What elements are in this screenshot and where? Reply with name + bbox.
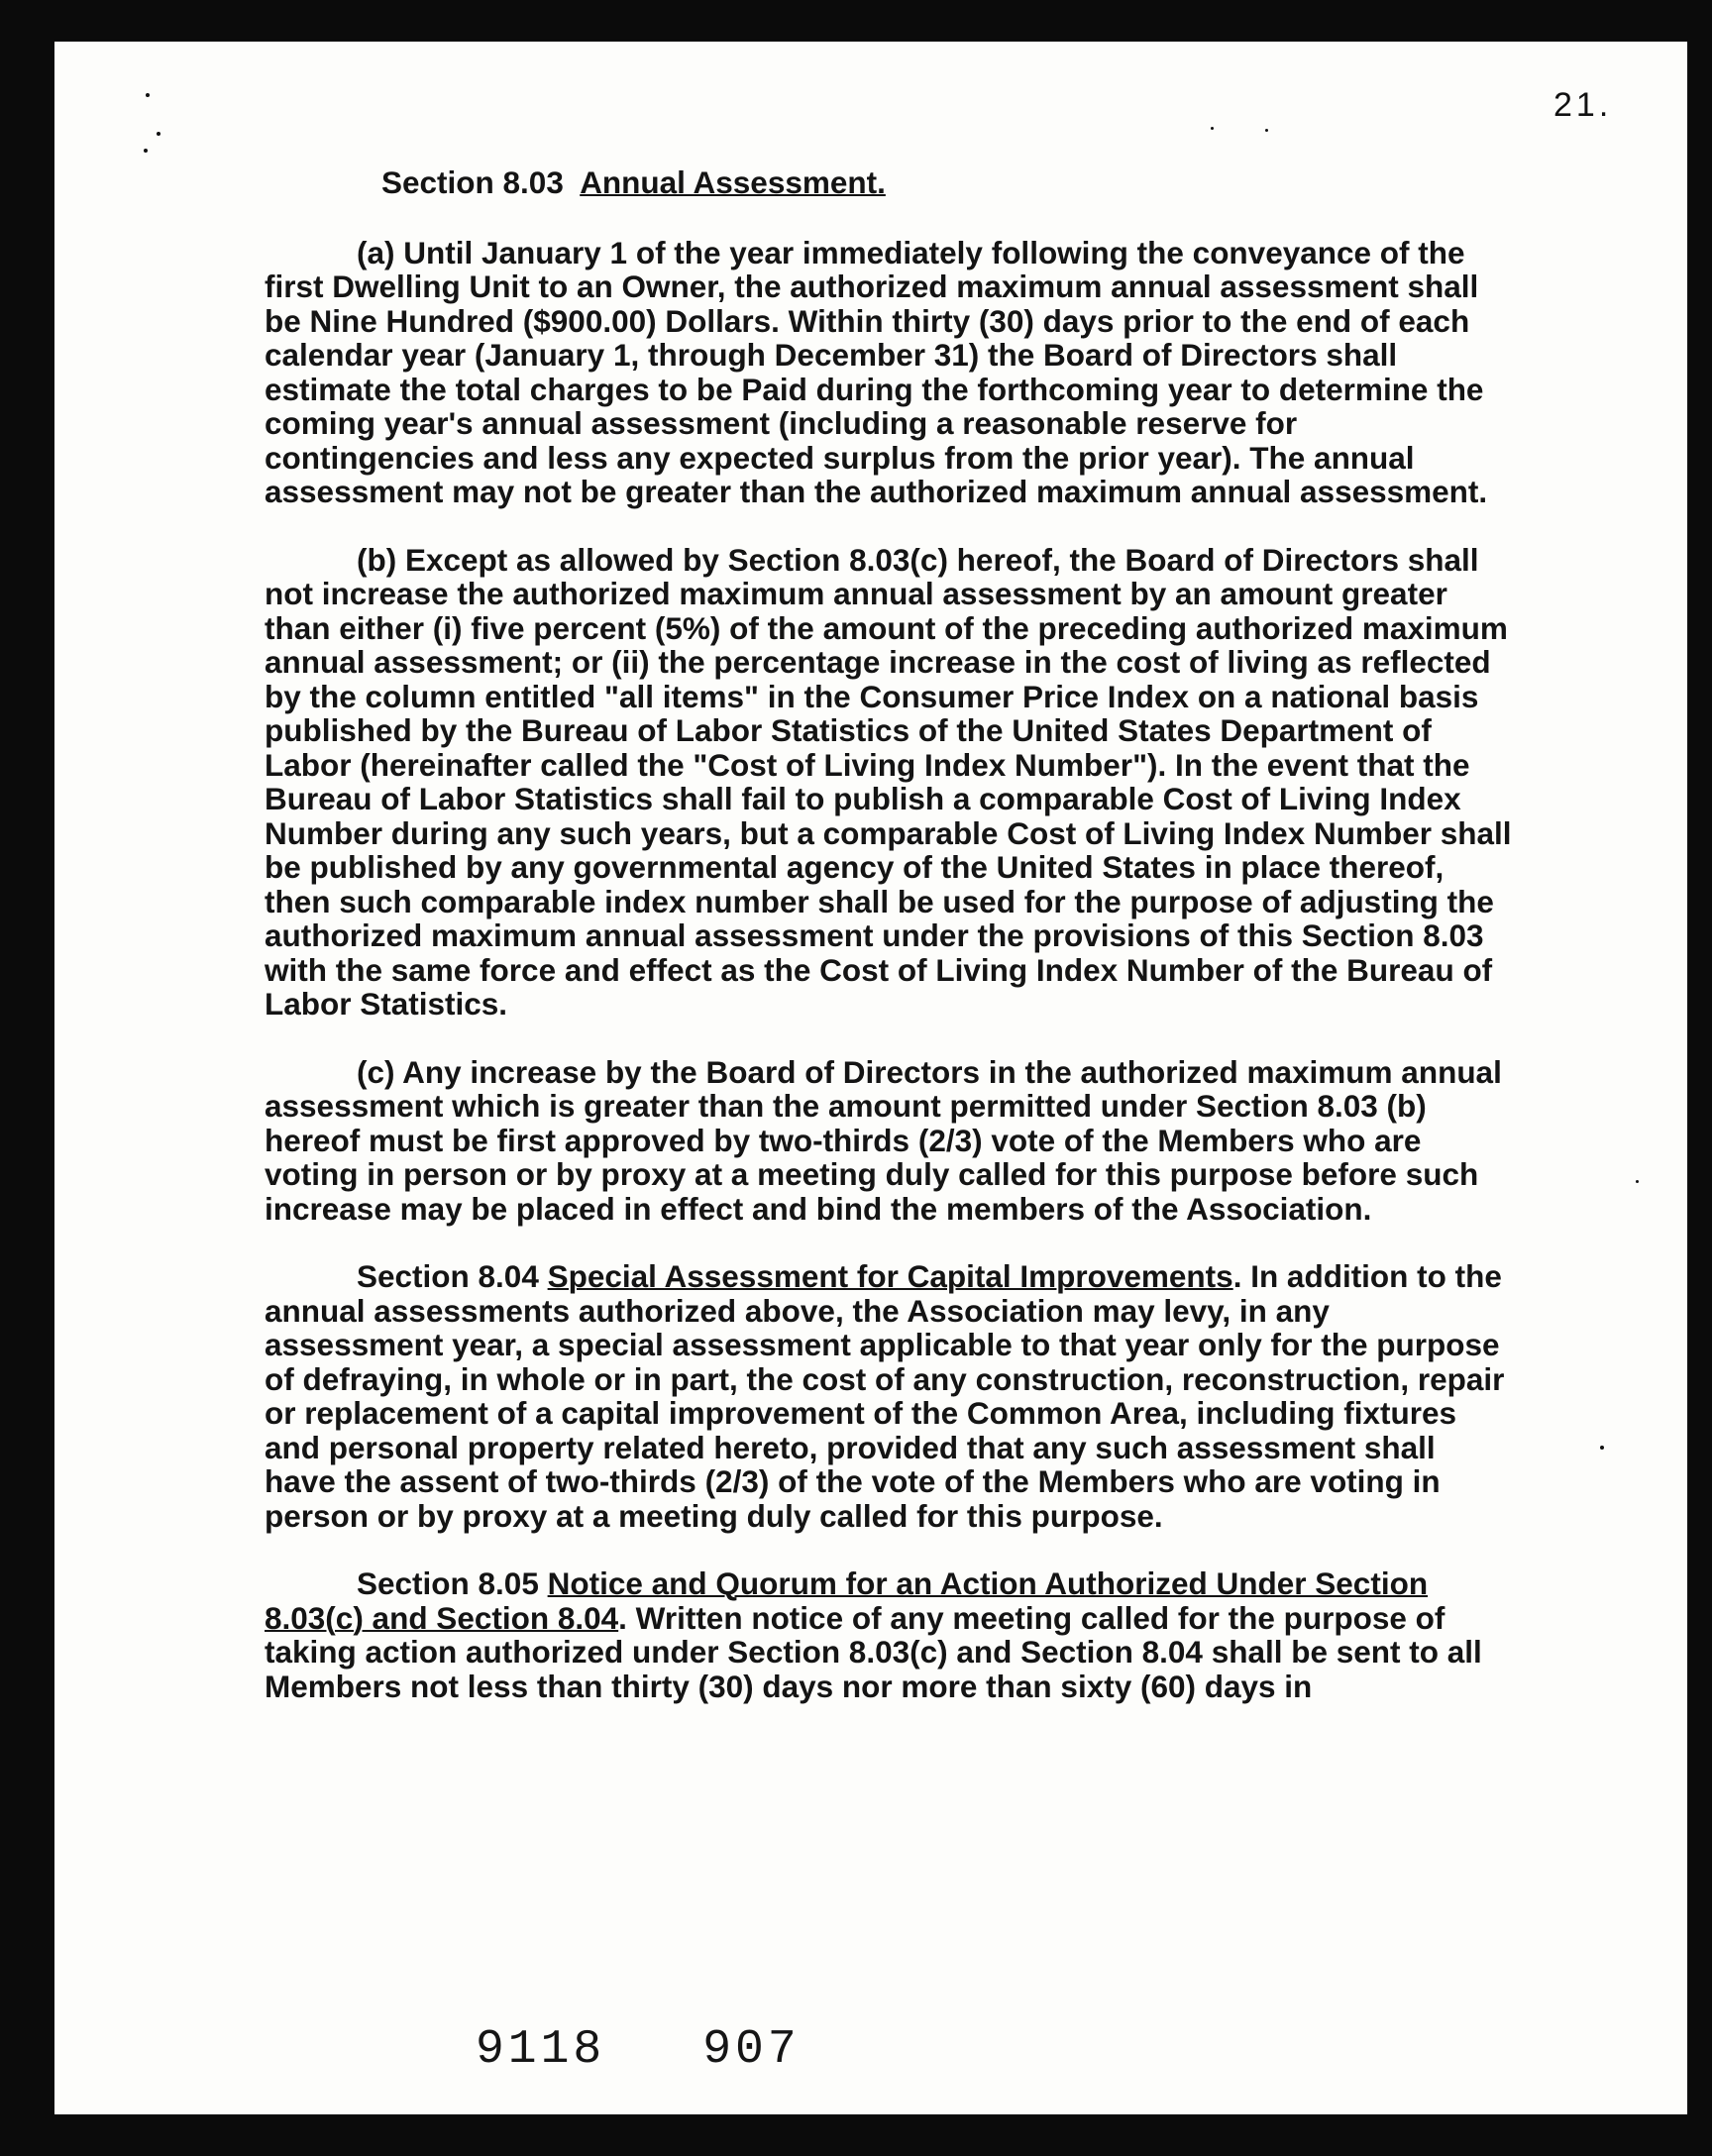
section-title: Special Assessment for Capital Improvements: [547, 1258, 1233, 1294]
scan-speck: [1600, 1446, 1604, 1450]
footer-code: 907: [702, 2023, 801, 2077]
section-number: Section 8.04: [357, 1258, 539, 1294]
section-body: . In addition to the annual assessments authorized above, the Association may levy, in any assessment year, a special assessment applicable to that year only for the purpose of defraying, in whole or in part, the cost of any construction, reconstruction, repair or replacement of a capital improvement of the Common Area, including fixtures and personal property related hereto, provided that any such assessment shall have the assent of two-thirds (2/3) of the vote of the Members who are voting in person or by proxy at a meeting duly called for this purpose.: [265, 1258, 1505, 1534]
scan-speck: [146, 93, 150, 97]
page-number: 21.: [1553, 86, 1613, 124]
paragraph-a: (a) Until January 1 of the year immediately following the conveyance of the first Dwelling Unit to an Owner, the authorized maximum annual assessment shall be Nine Hundred ($900.00) Dollars. Within thirty (30) days prior to the end of each calendar year (January 1, through December 31) the Board of Directors shall estimate the total charges to be Paid during the forthcoming year to determine the coming year's annual assessment (including a reasonable reserve for contingencies and less any expected surplus from the prior year). The annual assessment may not be greater than the authorized maximum annual assessment.: [265, 234, 1488, 509]
section-body: . Written notice of any meeting called for the purpose of taking action authorized under Section 8.03(c) and Section 8.04 shall be sent to all Members not less than thirty (30) days nor more than sixty (60) days in: [265, 1599, 1482, 1704]
section-8-04: [265, 1259, 1513, 1533]
scan-speck: [1265, 129, 1268, 132]
scan-speck: [157, 132, 160, 136]
paragraph-b: (b) Except as allowed by Section 8.03(c) hereof, the Board of Directors shall not increase the authorized maximum annual assessment by an amount greater than either (i) five percent (5%) of the amount of the preceding authorized maximum annual assessment; or (ii) the percentage increase in the cost of living as reflected by the column entitled "all items" in the Consumer Price Index on a national basis published by the Bureau of Labor Statistics of the United States Department of Labor (hereinafter called the "Cost of Living Index Number"). In the event that the Bureau of Labor Statistics shall fail to publish a comparable Cost of Living Index Number during any such years, but a comparable Cost of Living Index Number shall be published by any governmental agency of the United States in place thereof, then such comparable index number shall be used for the purpose of adjusting the authorized maximum annual assessment under the provisions of this Section 8.03 with the same force and effect as the Cost of Living Index Number of the Bureau of Labor Statistics.: [265, 541, 1512, 1022]
section-8-03-heading: [381, 165, 1513, 200]
section-title: Notice and Quorum for an Action Authorized Under Section 8.03(c) and Section 8.04: [265, 1565, 1429, 1636]
footer-code: 9118: [476, 2023, 606, 2077]
section-title: Annual Assessment.: [580, 164, 886, 200]
document-body: [265, 165, 1513, 1737]
footer-document-codes: [476, 2023, 801, 2077]
document-page: [54, 42, 1687, 2114]
section-number: Section 8.03: [381, 164, 564, 200]
scan-speck: [1636, 1180, 1639, 1183]
scan-speck: [1211, 127, 1214, 130]
section-number: Section 8.05: [357, 1565, 539, 1601]
scan-speck: [144, 149, 148, 153]
paragraph-c: (c) Any increase by the Board of Directors in the authorized maximum annual assessment which is greater than the amount permitted under Section 8.03 (b) hereof must be first approved by two-thirds (2/3) vote of the Members who are voting in person or by proxy at a meeting duly called for this purpose before such increase may be placed in effect and bind the members of the Association.: [265, 1053, 1502, 1227]
section-8-05: [265, 1566, 1513, 1703]
